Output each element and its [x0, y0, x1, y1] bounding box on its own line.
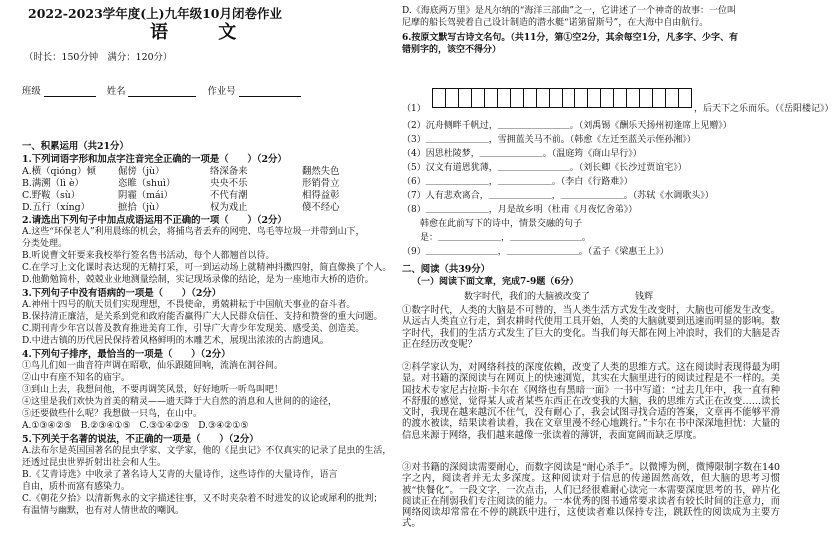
answer-grid[interactable] [432, 88, 692, 108]
q6-item: 韩愈在此前写下的诗中，情景交融的句子 [402, 219, 583, 229]
q4-line: ④这里是我们欢快为首美的精灵——遗天降于大自然的消息和人世间的的途径， [22, 397, 338, 407]
q3-line: D.中进古镇的历代居民保持着风格鲜明的木雕艺术，展现出浓浓的古韵遗风。 [22, 336, 329, 346]
q4-options: A.①③④②⑤ B.②③④①⑤ C.③①④②⑤ D.③④②①⑤ [22, 421, 249, 431]
q6-item-1-text: ，后天下之乐而乐。（《岳阳楼记》） [694, 104, 834, 114]
q4-line: ①鸟儿们如一曲音符声调在昭歌，仙乐跟随回响，流淌在洞谷间。 [22, 361, 284, 371]
q5-option-d-line: 尼摩的船长驾驶着自己设计制造的潜水艇“诺第留斯号”，在大海中自由航行。 [402, 18, 709, 28]
article-paragraph: ②科学家认为，对网络科技的深度依赖，改变了人类的思维方式。这在阅读时表现得最为明显。对书籍的深阅读与在网页上的快速浏览，其实在大脑里进行的阅读过程是不一样的。美国技术专家尼古拉斯·卡尔在《网络也有黑暗一面》一书中写道：“过去几年中，我一直有种不舒服的感觉，觉得某人或者某些东西正在改变我的大脑，我的思维方式正在改变……读长文时，我现在越来越沉不住气，没有耐心了，我会试图寻找合适的答案，文章再不能够平滑的渡水被读，结果读着读着，我在文章里漫不经心地跳行。”卡尔在书中深深地担忧：大量的信息来源于网络，我们越来越像一张读着的薄饼，表面宽阔而缺乏厚度。 [402, 362, 780, 441]
q4-line: ②山中有座不知名的庙宇。 [22, 373, 131, 383]
name-field[interactable] [128, 87, 196, 97]
q4-stem: 4.下列句子排序，最恰当的一项是（ ）（2分） [22, 349, 231, 360]
q1-stem: 1.下列词语字形和加点字注音完全正确的一项是（ ）（2分） [22, 154, 287, 165]
q6-item-1-label: （1） [402, 104, 426, 114]
q2-line: C.在学习上文化课时表达现的无精打采，可一到运动场上就精神抖擞四射，简直像换了个人。 [22, 263, 392, 273]
q6-item: 是：＿＿＿＿＿＿＿，＿＿＿＿＿＿＿＿。 [402, 233, 592, 243]
q5-option-d-line: D.《海底两万里》是凡尔纳的“海洋三部曲”之一，它讲述了一个神奇的故事：一位叫 [402, 6, 736, 16]
q5-line: 自由，质朴而富有感染力。 [22, 482, 131, 492]
article-paragraph: ①数字时代，人类的大脑是不可替的，当人类生活方式发生改变时，大脑也可能发生改变。从远古人类直立行走，到农耕时代使用工具开始，人类的大脑就要到迅速而明显的影响。数字时代，我们的生活方式发生了巨大的变化。当我们每天都在网上冲浪时，我们的大脑是否正在经历改变呢？ [402, 305, 780, 350]
q6-item: （6）＿＿＿＿＿＿＿，＿＿＿＿＿＿。（李白《行路难》） [402, 177, 633, 187]
q5-line: B.《艾青诗选》中收录了著名诗人艾青的大量诗作，这些诗作的大量诗作，语言 [22, 470, 338, 480]
student-info-row [22, 86, 301, 97]
exam-title: 2022-2023学年度(上)九年级10月闭卷作业 [28, 6, 282, 21]
q6-item: （5）汉文有道恩犹薄，＿＿＿＿＿＿＿＿。（刘长卿《长沙过贾谊宅》） [402, 163, 687, 173]
article-paragraph: ③对书籍的深阅读需要耐心，而数字阅读是“耐心杀手”。以微博为例，微博限制字数在140字之内，阅读者并无太多深度。这种阅读对于信息的传递固然高效，但大脑的思考习惯被“快餐化”。一段文字，一次点击，人们已经很难耐心读完一本需要深度思考的书，碎片化阅读正在削弱我们专注阅读的能力。一本优秀的图书通常要求读者有较长时间的注意力，而网络阅读却常常在不停的跳跃中进行，这使读者难以保持专注，跳跃性的阅读成为主要方式。 [402, 462, 780, 530]
q3-line: C.期刊青少年宫以普及教育推进美育工作，引导广大青少年发现美、感受美、创造美。 [22, 324, 365, 334]
q4-line: ③到山上去，我想问他，不要再调笑风景，好好地听一听鸟叫吧！ [22, 385, 284, 395]
q2-line: 分类处理。 [22, 239, 68, 249]
q4-line: ⑤还要做些什么呢？我想做一只鸟，在山中。 [22, 409, 203, 419]
q5-stem: 5.下列关于名著的说法，不正确的一项是（ ）（2分） [22, 434, 259, 445]
q6-item: （2）沉舟侧畔千帆过，＿＿＿＿＿＿＿＿。（刘禹锡《酬乐天扬州初逢席上见赠》） [402, 121, 732, 131]
q3-line: A.神州十四号的航天员们实现理想，不畏使命，勇兢耕耘于中国航天事业的奋斗者。 [22, 300, 356, 310]
q5-line: C.《朝花夕拾》以清新隽永的文字描述往事，又不时夹杂着不时进发的议论或犀利的批判； [22, 494, 383, 504]
q5-line: A.法布尔是英国国著名的昆虫学家、文学家，他的《昆虫记》不仅真实的记录了昆虫的生活， [22, 446, 392, 456]
q6-item: （3）＿＿＿＿＿＿＿，雪拥蓝关马不前。（韩愈《左迁至蓝关示侄孙湘》） [402, 135, 696, 145]
q2-line: D.他勤勉简朴，兢兢业业地测量绘制，实记现场录像的结论，是为一座地市大桥的造价。 [22, 275, 374, 285]
q6-item: （9）＿＿＿＿＿＿＿＿，＿＿＿＿＿＿＿＿。（孟子《梁惠王上》） [402, 247, 669, 257]
class-field[interactable] [44, 87, 96, 97]
class-label: 班级 [22, 86, 41, 97]
q2-stem: 2.请选出下列句子中加点成语运用不正确的一项（ ）（2分） [22, 215, 287, 226]
section2-heading: 二、阅读（共39分） [402, 264, 491, 275]
homework-label: 作业号 [207, 86, 236, 97]
q6-item: （4）因思杜陵梦，＿＿＿＿＿＿＿。（温庭筠《商山早行》） [402, 149, 642, 159]
q5-line: 有温情与幽默，也有对人情世故的嘲讽。 [22, 506, 185, 516]
q6-item: （8）＿＿＿＿＿＿＿，月是故乡明（杜甫《月夜忆舍弟》） [402, 205, 638, 215]
q1-row-b: B.满溯（lì è） 恣睢（shuì） 央央不乐 形销骨立 [22, 178, 340, 189]
q5-line: 还透过昆虫世界折射出社会和人生。 [22, 458, 167, 468]
q1-row-a: A.横（qióng）倾 倔傍（jù） 络深备来 翻然失色 [22, 166, 340, 177]
q6-item: （7）人有悲欢离合，＿＿＿＿＿＿＿，＿＿＿＿＿＿＿。（苏轼《水调歌头》） [402, 191, 714, 201]
q1-row-d: D.五行（xíng） 摭拾（jù） 权为戏止 傻不经心 [22, 202, 340, 213]
q2-line: B.听说曹文轩要来我校举行签名售书活动，每个人都翘首以待。 [22, 251, 275, 261]
name-label: 姓名 [106, 86, 126, 97]
reading-subheading: （一）阅读下面文章，完成7-9题（6分） [412, 277, 579, 287]
homework-field[interactable] [239, 87, 301, 97]
q1-row-c: C.野鞍（sù） 阴霾（mái） 不代有潮 相得益彰 [22, 190, 340, 201]
q6-stem: 错别字的，该空不得分） [402, 45, 502, 55]
q2-line: A.这些“环保老人”利用晨练的机会，将捕鸟者丢弃的网兜、鸟毛等垃圾一并带到山下， [22, 227, 365, 237]
article-title: 数字时代，我们的大脑被改变了 钱辉 [464, 292, 654, 302]
q3-stem: 3.下列句子中没有语病的一项是（ ）（2分） [22, 288, 222, 299]
section1-heading: 一、积累运用（共21分） [22, 141, 129, 152]
time-score-info: （时长：150分钟 满分：120分） [24, 52, 173, 63]
subject-title: 语 文 [150, 22, 259, 43]
q3-line: B.保持清正廉洁，是关系到党和政府能否赢得广大人民群众信任、支持和赞誉的重大问题。 [22, 312, 383, 322]
q6-stem: 6.按原文默写古诗文名句。（共11分，第①空2分，其余每空1分，凡多字、少字、有 [402, 33, 738, 43]
